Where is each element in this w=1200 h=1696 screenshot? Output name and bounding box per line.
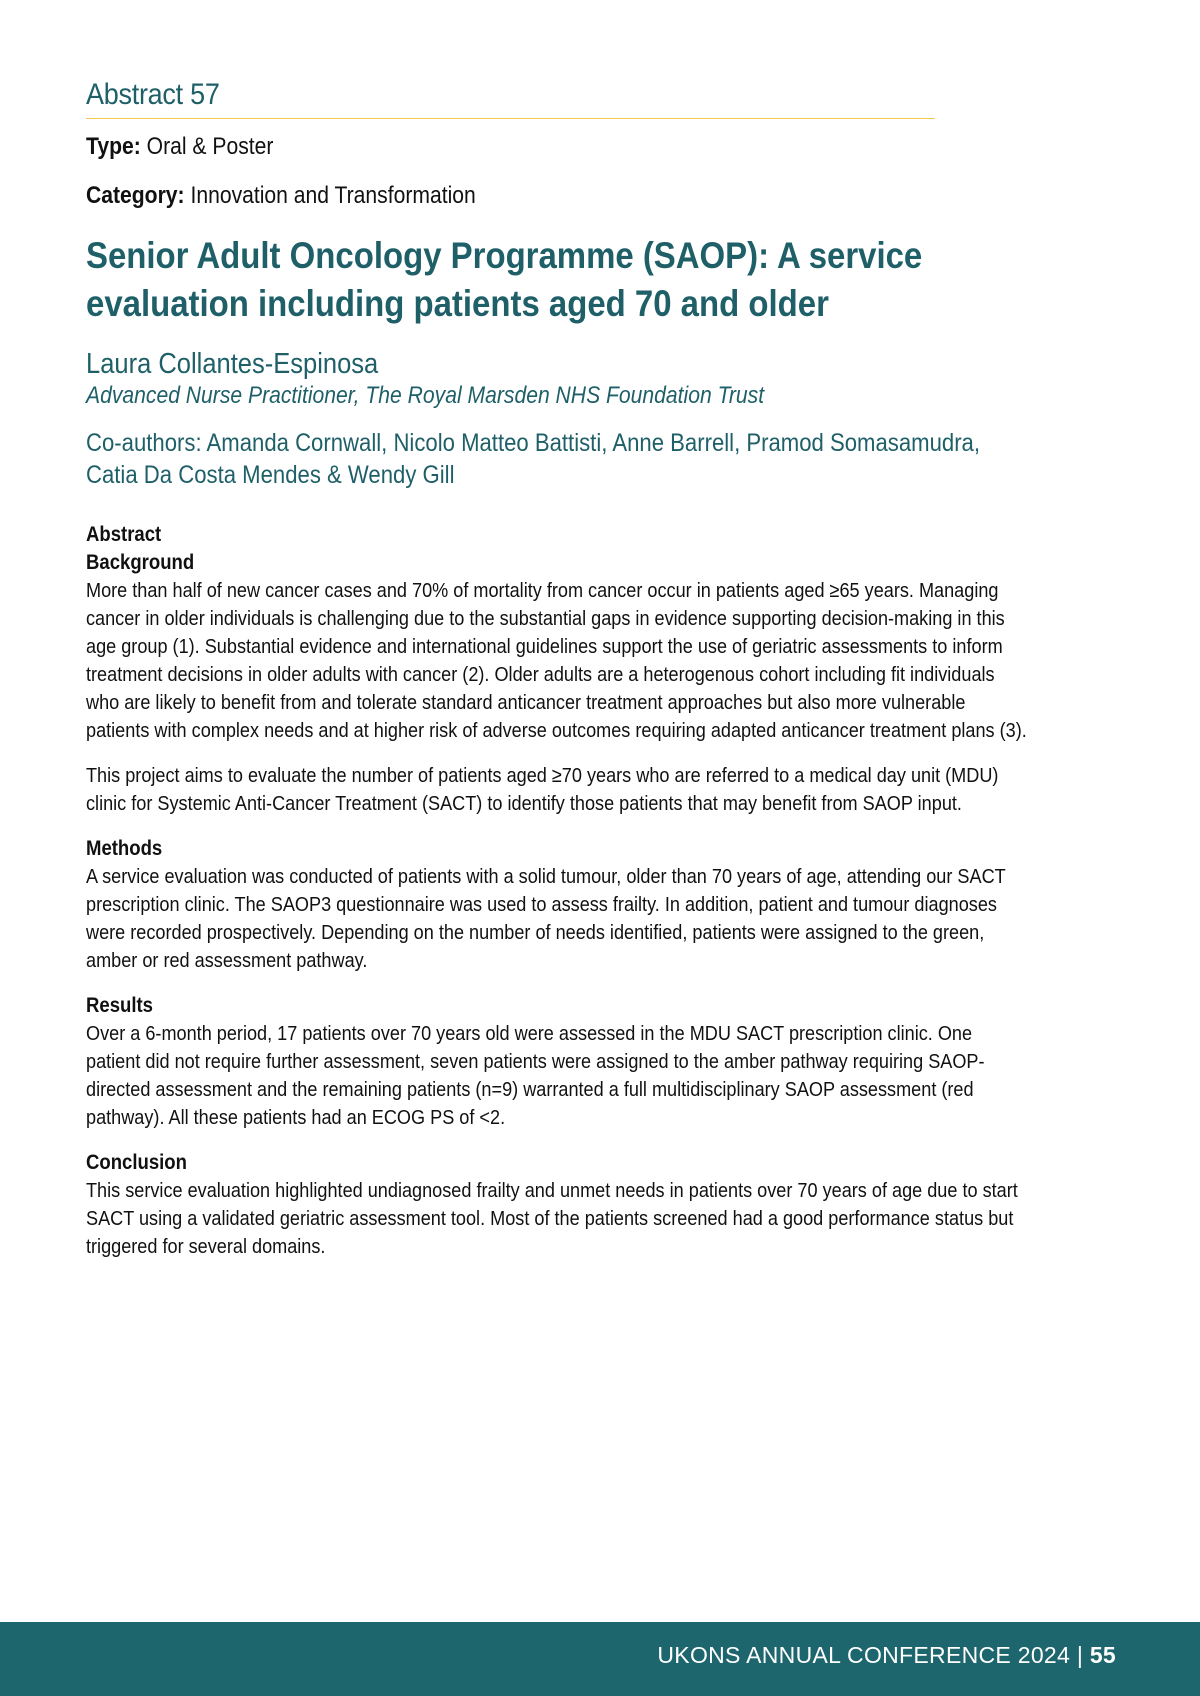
background-paragraph-1: More than half of new cancer cases and 70% of mortality from cancer occur in patients aged ≥65 years. Managing cancer in older individuals is challenging due to the substantial gaps in evidence supporting decision-making in this age group (1). Substantial evidence and international guidelines support the use of geriatric assessments to inform treatment decisions in older adults with cancer (2). Older adults are a heterogenous cohort including fit individuals who are likely to benefit from and tolerate standard anticancer treatment approaches but also more vulnerable patients with complex needs and at higher risk of adverse outcomes requiring adapted anticancer treatment plans (3). <box>86 579 1027 742</box>
results-heading: Results <box>86 994 153 1017</box>
abstract-heading: Abstract <box>86 523 162 546</box>
type-label: Type: <box>86 133 141 160</box>
conclusion-text: This service evaluation highlighted undiagnosed frailty and unmet needs in patients over 70 years of age due to start SACT using a validated geriatric assessment tool. Most of the patients screened had a good performance status but triggered for several domains. <box>86 1179 1018 1258</box>
category-value: Innovation and Transformation <box>190 182 476 209</box>
coauthors: Co-authors: Amanda Cornwall, Nicolo Matteo Battisti, Anne Barrell, Pramod Somasamudra, Catia Da Costa Mendes & Wendy Gill <box>86 429 981 489</box>
abstract-page-content <box>86 78 1029 1261</box>
author-affiliation: Advanced Nurse Practitioner, The Royal Marsden NHS Foundation Trust <box>86 382 765 409</box>
conclusion-section <box>86 1149 1029 1261</box>
results-section <box>86 992 1029 1132</box>
abstract-body <box>86 521 1029 1261</box>
background-section <box>86 549 1029 818</box>
conclusion-heading: Conclusion <box>86 1151 187 1174</box>
footer-text <box>657 1642 1116 1669</box>
methods-heading: Methods <box>86 837 163 860</box>
abstract-number: Abstract 57 <box>86 78 935 119</box>
results-text: Over a 6-month period, 17 patients over 70 years old were assessed in the MDU SACT prescription clinic. One patient did not require further assessment, seven patients were assigned to the amber pathway requiring SAOP-directed assessment and the remaining patients (n=9) warranted a full multidisciplinary SAOP assessment (red pathway). All these patients had an ECOG PS of <2. <box>86 1022 985 1129</box>
type-value: Oral & Poster <box>146 133 274 160</box>
footer-separator: | <box>1076 1642 1084 1668</box>
background-paragraph-2: This project aims to evaluate the number of patients aged ≥70 years who are referred to a medical day unit (MDU) clinic for Systemic Anti-Cancer Treatment (SACT) to identify those patients that may benefit from SAOP input. <box>86 764 999 815</box>
category-line <box>86 182 916 210</box>
methods-text: A service evaluation was conducted of patients with a solid tumour, older than 70 years of age, attending our SACT prescription clinic. The SAOP3 questionnaire was used to assess frailty. In addition, patient and tumour diagnoses were recorded prospectively. Depending on the number of needs identified, patients were assigned to the green, amber or red assessment pathway. <box>86 865 1006 972</box>
background-heading: Background <box>86 551 195 574</box>
methods-section <box>86 835 1029 975</box>
type-line <box>86 133 916 161</box>
conference-name: UKONS ANNUAL CONFERENCE 2024 <box>657 1642 1071 1668</box>
category-label: Category: <box>86 182 185 209</box>
abstract-title: Senior Adult Oncology Programme (SAOP): A service evaluation including patients aged 70 and older <box>86 235 923 324</box>
author-name: Laura Collantes-Espinosa <box>86 348 379 380</box>
page-number: 55 <box>1089 1642 1116 1668</box>
page-footer <box>0 1622 1200 1696</box>
